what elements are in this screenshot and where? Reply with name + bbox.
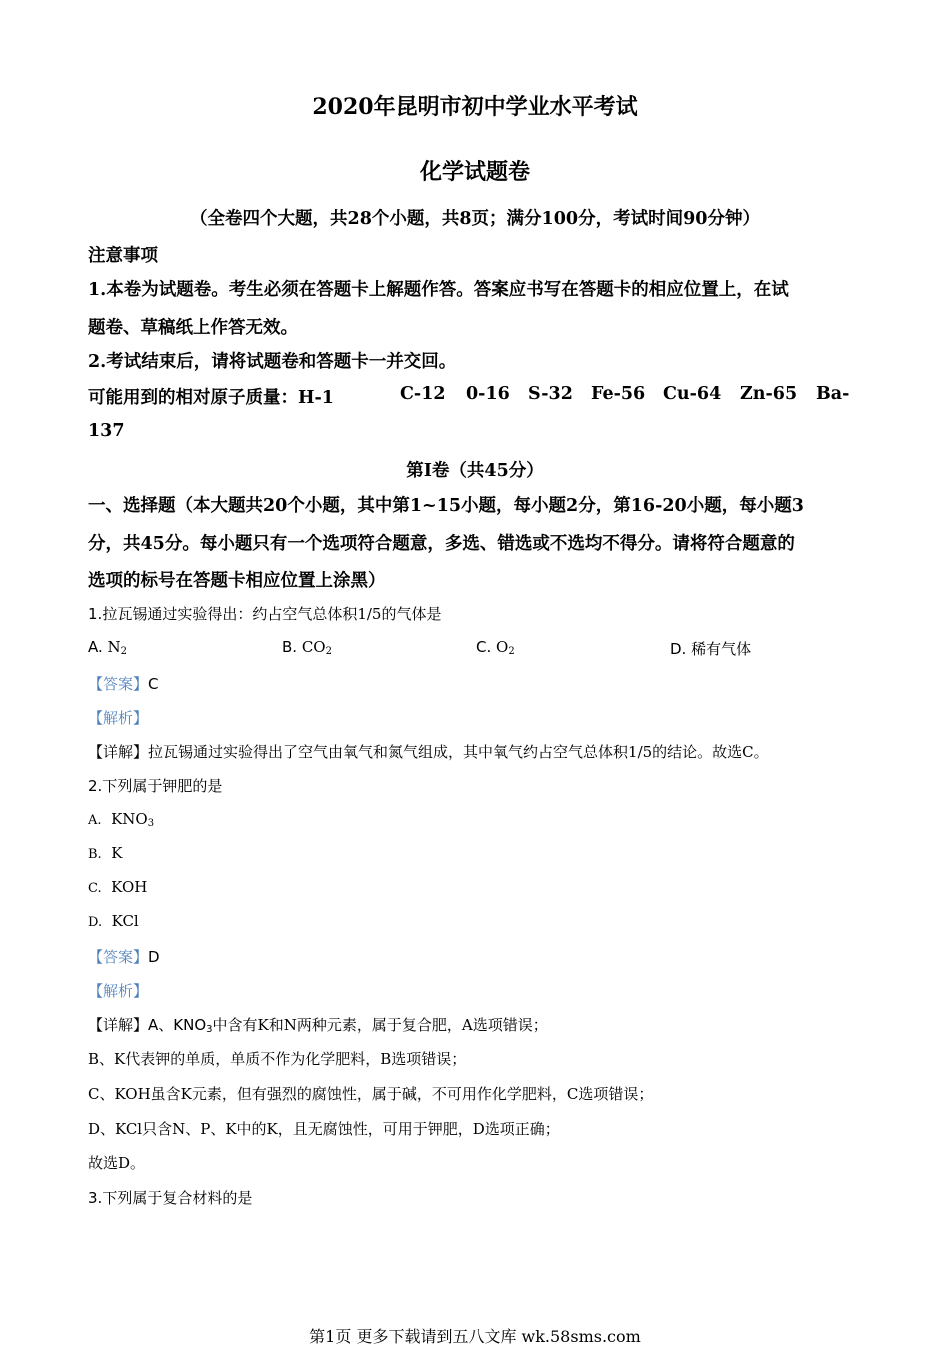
option-c: C. KOH [88,878,148,896]
detail-line-5: 故选D。 [88,1154,146,1172]
detail-line-1: 【详解】A、$KNO_3$中含有K和N两种元素，属于复合肥，A选项错误； [88,1016,548,1035]
notice-heading: 注意事项 [88,246,158,266]
answer-line [88,946,160,967]
option-a: A. $KNO_3$ [88,810,155,829]
question-2 [88,775,222,796]
atomic-masses-label: 可能用到的相对原子质量：H-1 [88,388,334,408]
detail-line-4: D、KCl只含N、P、K中的K，且无腐蚀性，可用于钾肥，D选项正确； [88,1120,560,1138]
atomic-masses [0,384,950,408]
question-number: 1. [88,605,103,623]
option-c: C. $O_2$ [476,638,515,657]
exam-meta: （全卷四个大题，共28个小题，共8页；满分100分，考试时间90分钟） [190,209,760,229]
answer-value: D [148,948,160,966]
atomic-mass-item: S-32 [528,384,573,404]
detail-tag: 【详解】 [88,1016,149,1034]
page-subtitle: 化学试题卷 [419,159,530,185]
notice-line-1b: 题卷、草稿纸上作答无效。 [88,318,298,338]
detail-line-3: C、KOH虽含K元素，但有强烈的腐蚀性，属于碱，不可用作化学肥料，C选项错误； [88,1085,654,1103]
option-d: D. 稀有气体 [670,640,752,658]
option-b: B. K [88,844,123,862]
atomic-mass-item: Ba- [816,384,850,404]
detail-tag: 【详解】 [88,743,149,761]
answer-line [88,673,159,694]
option-b: B. $CO_2$ [282,638,332,657]
atomic-mass-item: C-12 [400,384,446,404]
question-number: 2. [88,777,103,795]
section-instructions-2: 分，共45分。每小题只有一个选项符合题意，多选、错选或不选均不得分。请将符合题意的 [88,534,795,554]
option-a: A. $N_2$ [88,638,128,657]
option-d: D. KCl [88,912,139,930]
section-instructions-3: 选项的标号在答题卡相应位置上涂黑） [88,571,386,591]
question-stem: 下列属于复合材料的是 [102,1189,253,1207]
detail-line-2: B、K代表钾的单质，单质不作为化学肥料，B选项错误； [88,1050,467,1068]
page-footer: 第1页 更多下载请到五八文库 wk.58sms.com [309,1327,641,1346]
notice-line-2: 2.考试结束后，请将试题卷和答题卡一并交回。 [88,352,457,372]
question-1-options [0,638,950,660]
atomic-mass-item: Fe-56 [591,384,646,404]
page-title: 2020年昆明市初中学业水平考试 [312,94,638,120]
atomic-mass-item: 0-16 [466,384,510,404]
detail-line [88,741,769,762]
question-number: 3. [88,1189,103,1207]
part-heading: 第Ⅰ卷（共45分） [406,461,544,481]
question-3 [88,1187,252,1208]
answer-tag: 【答案】 [88,675,149,693]
notice-line-1a: 1.本卷为试题卷。考生必须在答题卡上解题作答。答案应书写在答题卡的相应位置上，在试 [88,280,789,300]
answer-tag: 【答案】 [88,948,149,966]
question-stem: 下列属于钾肥的是 [102,777,223,795]
atomic-masses-cont: 137 [88,421,125,441]
answer-value: C [148,675,159,693]
question-stem: 拉瓦锡通过实验得出：约占空气总体积1/5的气体是 [102,605,442,623]
atomic-mass-item: Zn-65 [740,384,798,404]
analysis-tag: 【解析】 [88,709,149,727]
atomic-mass-item: Cu-64 [663,384,722,404]
detail-text: 拉瓦锡通过实验得出了空气由氧气和氮气组成，其中氧气约占空气总体积1/5的结论。故选C。 [148,743,769,761]
analysis-tag: 【解析】 [88,982,149,1000]
section-instructions-1: 一、选择题（本大题共20个小题，其中第1~15小题，每小题2分，第16-20小题，每小题3 [88,496,804,516]
question-1 [88,603,441,624]
